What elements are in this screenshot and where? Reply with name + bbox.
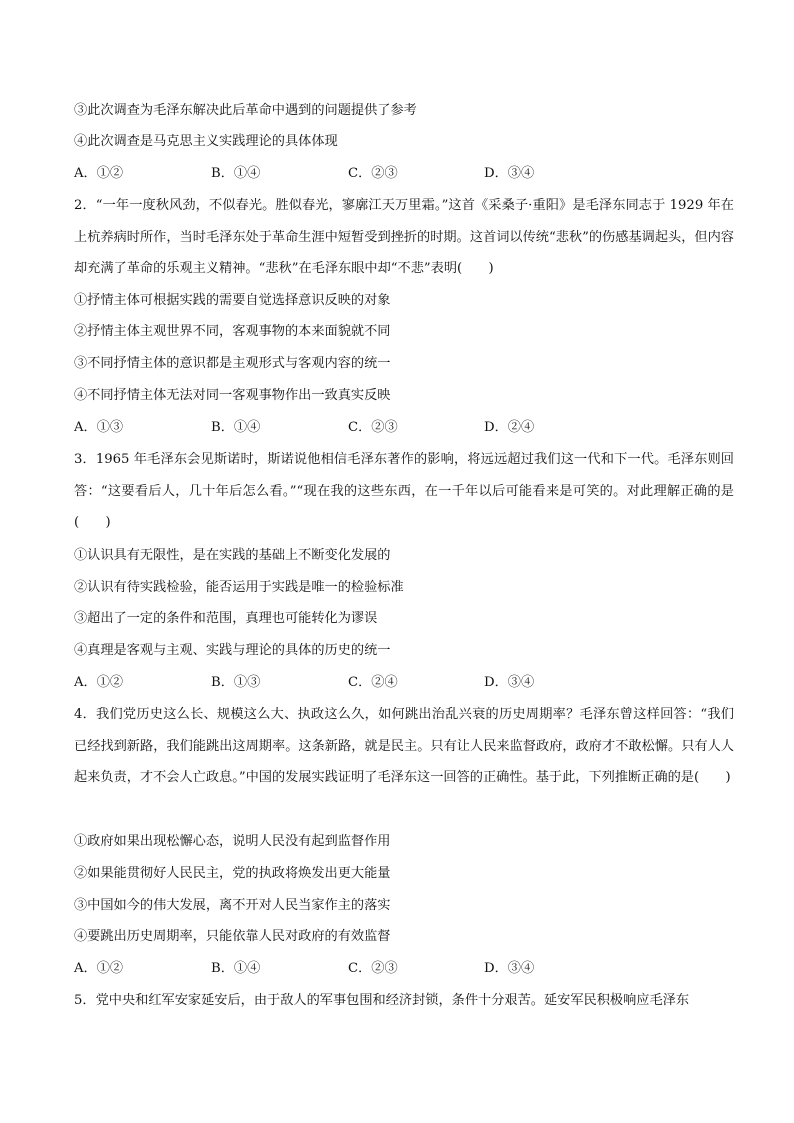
q4-option-2: ②如果能贯彻好人民民主，党的执政将焕发出更大能量 (74, 866, 391, 881)
q4-option-4: ④要跳出历史周期率，只能依靠人民对政府的有效监督 (74, 929, 391, 944)
q4-choice-c: C．②③ (348, 961, 398, 976)
q1-choice-c: C．②③ (348, 166, 398, 181)
q5-stem: 5．党中央和红军安家延安后，由于敌人的军事包围和经济封锁，条件十分艰苦。延安军民积极响应毛泽东 (74, 993, 690, 1008)
q2-choice-a: A．①③ (74, 420, 124, 435)
q3-choice-d: D．③④ (484, 675, 535, 690)
q2-option-3: ③不同抒情主体的意识都是主观形式与客观内容的统一 (74, 356, 391, 371)
q3-answer-choices (74, 673, 734, 693)
q2-option-4: ④不同抒情主体无法对同一客观事物作出一致真实反映 (74, 388, 391, 403)
q2-choice-b: B．①④ (211, 420, 261, 435)
q3-choice-b: B．①③ (211, 675, 261, 690)
q3-choice-a: A．①② (74, 675, 124, 690)
q2-stem: 2．“一年一度秋风劲，不似春光。胜似春光，寥廓江天万里霜。”这首《采桑子·重阳》是毛泽东同志于 1929 年在上杭养病时所作，当时毛泽东处于革命生涯中短暂受到挫折的时期。这首词以传统“悲秋”的伤感基调起头，但内容却充满了革命的乐观主义精神。“悲秋”在毛泽东眼中却“不悲”表明( ) (74, 198, 734, 276)
q2-choice-c: C．②③ (348, 420, 398, 435)
q1-option-4: ④此次调查是马克思主义实践理论的具体体现 (74, 134, 338, 149)
q4-option-3: ③中国如今的伟大发展，离不开对人民当家作主的落实 (74, 898, 391, 913)
q4-choice-b: B．①④ (211, 961, 261, 976)
q2-option-2: ②抒情主体主观世界不同，客观事物的本来面貌就不同 (74, 324, 391, 339)
q3-choice-c: C．②④ (348, 675, 398, 690)
q1-choice-a: A．①② (74, 166, 124, 181)
q3-option-3: ③超出了一定的条件和范围，真理也可能转化为谬误 (74, 611, 378, 626)
q1-choice-d: D．③④ (484, 166, 535, 181)
q1-choice-b: B．①④ (211, 166, 261, 181)
q4-choice-a: A．①② (74, 961, 124, 976)
q1-option-3: ③此次调查为毛泽东解决此后革命中遇到的问题提供了参考 (74, 103, 417, 118)
q4-choice-d: D．③④ (484, 961, 535, 976)
q4-answer-choices (74, 959, 734, 979)
q2-answer-choices (74, 418, 734, 438)
q4-stem: 4．我们党历史这么长、规模这么大、执政这么久，如何跳出治乱兴衰的历史周期率？毛泽东曾这样回答：“我们已经找到新路，我们能跳出这周期率。这条新路，就是民主。只有让人民来监督政府，政府才不敢松懈。只有人人起来负责，才不会人亡政息。”中国的发展实践证明了毛泽东这一回答的正确性。基于此，下列推断正确的是( ) (74, 707, 734, 785)
q3-option-1: ①认识具有无限性，是在实践的基础上不断变化发展的 (74, 548, 391, 563)
q3-option-4: ④真理是客观与主观、实践与理论的具体的历史的统一 (74, 643, 391, 658)
q3-stem: 3．1965 年毛泽东会见斯诺时，斯诺说他相信毛泽东著作的影响，将远远超过我们这一代和下一代。毛泽东则回答：“这要看后人，几十年后怎么看。”“现在我的这些东西，在一千年以后可能看来是可笑的。对此理解正确的是( ) (74, 452, 734, 530)
q2-choice-d: D．②④ (484, 420, 535, 435)
q2-option-1: ①抒情主体可根据实践的需要自觉选择意识反映的对象 (74, 293, 391, 308)
q1-answer-choices (74, 164, 734, 184)
q4-option-1: ①政府如果出现松懈心态，说明人民没有起到监督作用 (74, 834, 391, 849)
q3-option-2: ②认识有待实践检验，能否运用于实践是唯一的检验标准 (74, 580, 404, 595)
